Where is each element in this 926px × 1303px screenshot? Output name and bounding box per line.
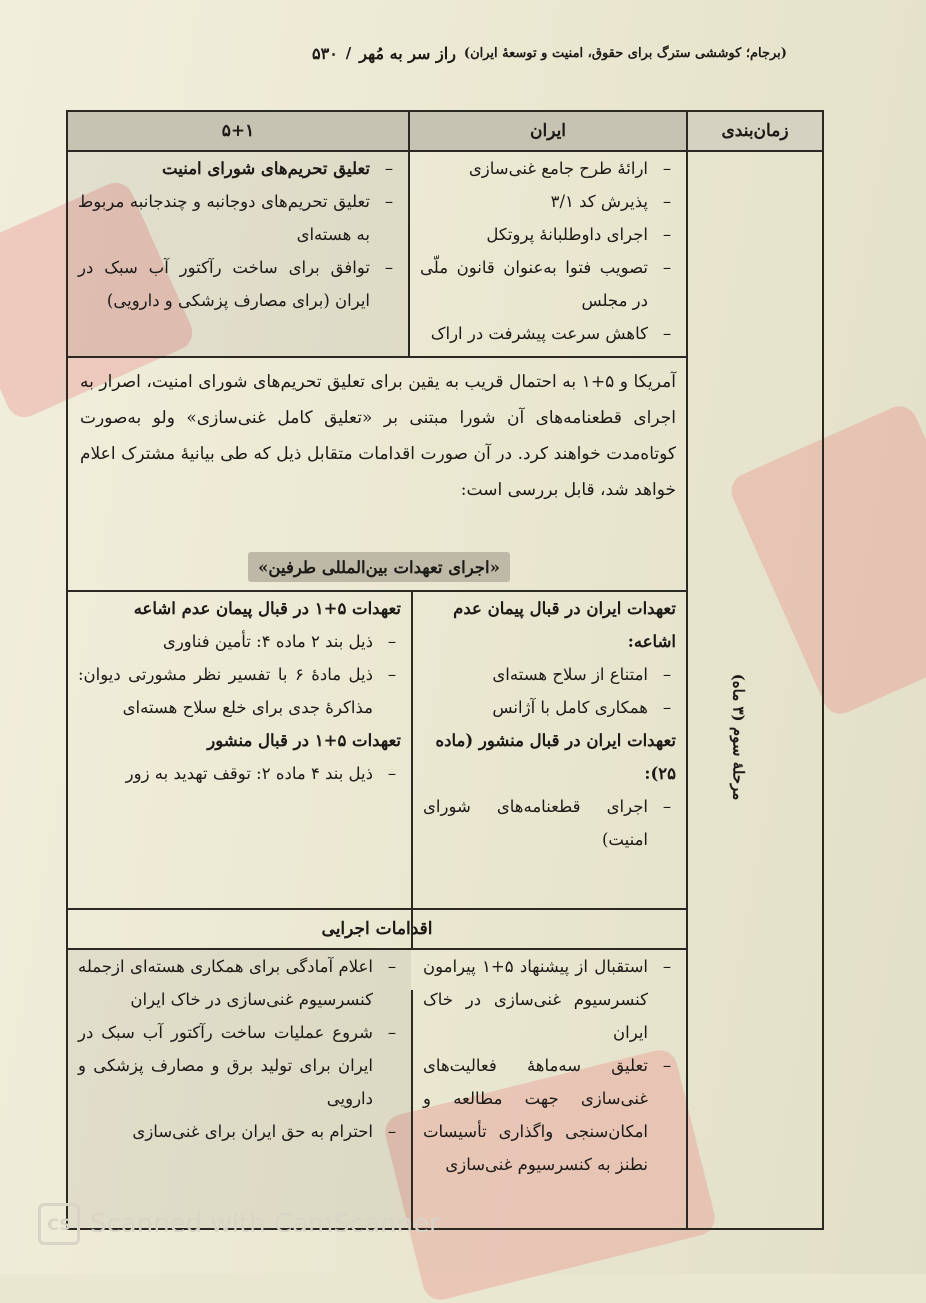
list-item: – ذیل بند ۲ ماده ۴: تأمین فناوری (162, 632, 397, 651)
header-separator: / (345, 44, 352, 62)
iran-npt-title: تعهدات ایران در قبال پیمان عدم اشاعه: (453, 599, 676, 651)
list-item: – ذیل بند ۴ ماده ۲: توقف تهدید به زور (125, 764, 397, 783)
list-item: – تعلیق تحریم‌های دوجانبه و چندجانبه مربوط به هسته‌ای (78, 192, 394, 244)
col-header-timing: زمان‌بندی (688, 112, 822, 150)
page-number: ۵۳۰ (312, 43, 338, 63)
list-item: – همکاری کامل با آژانس (492, 698, 672, 717)
p5-npt-title: تعهدات ۵+۱ در قبال پیمان عدم اشاعه (133, 599, 401, 618)
iran-charter-title: تعهدات ایران در قبال منشور (ماده ۲۵): (435, 731, 676, 783)
list-item: – اجرای داوطلبانهٔ پروتکل (486, 225, 672, 244)
col-header-iran: ایران (410, 112, 686, 150)
list-item: – تصویب فتوا به‌عنوان قانون ملّی در مجلس (420, 258, 672, 310)
row-rule (68, 356, 688, 358)
list-item: – پذیرش کد ۳/۱ (550, 192, 672, 211)
list-item: – تعلیق سه‌ماههٔ فعالیت‌های غنی‌سازی جهت مطالعه و امکان‌سنجی واگذاری تأسیسات نطنز به کنسرسیوم غنی‌سازی (423, 1056, 672, 1174)
note-paragraph: آمریکا و ۵+۱ به احتمال قریب به یقین برای تعلیق تحریم‌های شورای امنیت، اصرار به اجرای قطعنامه‌های آن شورا مبتنی بر «تعلیق کامل غنی‌سازی» ولو به‌صورت کوتاه‌مدت خواهند کرد. در آن صورت اقدامات متقابل ذیل که طی بیانیهٔ مشترک اعلام خواهد شد، قابل بررسی است: (80, 372, 677, 500)
list-item: – احترام به حق ایران برای غنی‌سازی (132, 1122, 397, 1141)
row3-p5-cell (68, 950, 411, 1228)
list-item: – توافق برای ساخت رآکتور آب سبک در ایران (برای مصارف پزشکی و دارویی) (78, 258, 394, 310)
scanner-text: Scanned with CamScanner (90, 1209, 440, 1239)
row3-iran-cell (413, 950, 686, 1228)
list-item: – تعلیق تحریم‌های شورای امنیت (162, 159, 394, 178)
row1-p5-cell (68, 152, 408, 356)
book-subtitle: (برجام؛ کوششی سترگ برای حقوق، امنیت و توسعهٔ ایران) (463, 45, 787, 61)
column-divider (686, 112, 688, 1228)
list-item: – اجرای قطعنامه‌های شورای امنیت) (423, 797, 672, 849)
list-item: – ذیل مادهٔ ۶ با تفسیر نظر مشورتی دیوان: مذاکرهٔ جدی برای خلع سلاح هسته‌ای (78, 665, 397, 717)
list-item: – اعلام آمادگی برای همکاری هسته‌ای ازجمله کنسرسیوم غنی‌سازی در خاک ایران (78, 957, 397, 1009)
list-item: – کاهش سرعت پیشرفت در اراک (430, 324, 672, 343)
list-item: – ارائهٔ طرح جامع غنی‌سازی (468, 159, 672, 178)
mutual-obligations-banner: «اجرای تعهدات بین‌المللی طرفین» (248, 552, 510, 582)
row1-iran-cell (410, 152, 686, 356)
list-item: – امتناع از سلاح هسته‌ای (492, 665, 672, 684)
p5-charter-title: تعهدات ۵+۱ در قبال منشور (207, 731, 401, 750)
row2-p5-cell (68, 592, 411, 908)
camscanner-icon: CS (38, 1203, 80, 1245)
phase-label: مرحلهٔ سوم (۳ ماه) (729, 673, 748, 801)
list-item: – استقبال از پیشنهاد ۵+۱ پیرامون کنسرسیوم غنی‌سازی در خاک ایران (423, 957, 672, 1042)
scanner-watermark (38, 1204, 440, 1244)
row2-iran-cell (413, 592, 686, 950)
schedule-table (66, 110, 824, 1230)
page-header (312, 38, 820, 68)
list-item: – شروع عملیات ساخت رآکتور آب سبک در ایران برای تولید برق و مصارف پزشکی و دارویی (78, 1023, 397, 1108)
executive-measures-title: اقدامات اجرایی (321, 919, 433, 939)
col-header-p5: ۵+۱ (68, 112, 408, 150)
book-title: راز سر به مُهر (359, 43, 456, 63)
